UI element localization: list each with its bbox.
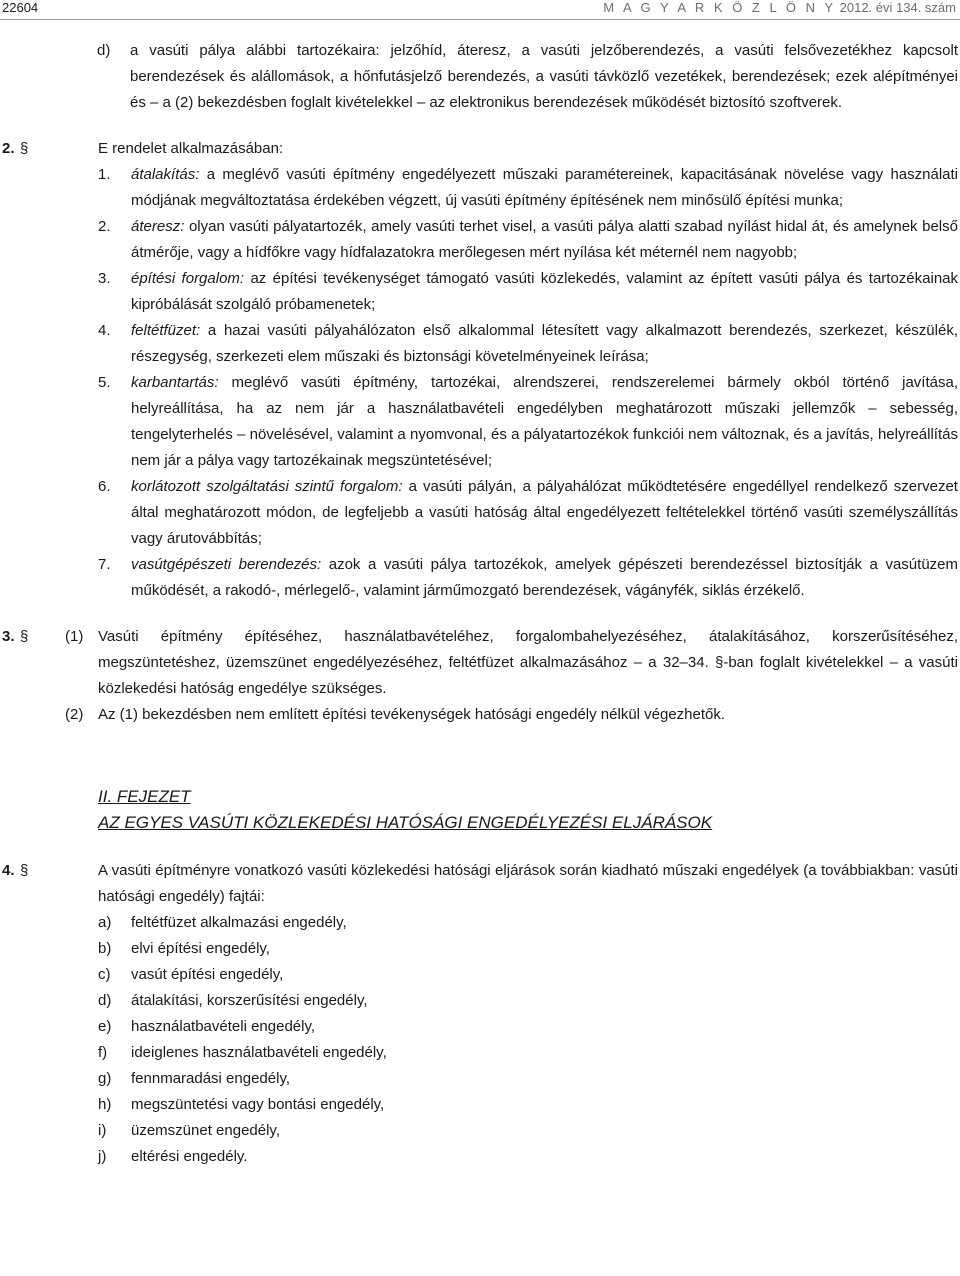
item-text: használatbavételi engedély, — [131, 1018, 316, 1035]
subsection-list — [0, 624, 960, 728]
permit-type-item — [98, 1014, 960, 1040]
permit-type-item — [98, 962, 960, 988]
section-symbol: § — [20, 862, 29, 879]
item-label: g) — [98, 1070, 112, 1087]
item-text: elvi építési engedély, — [131, 940, 270, 957]
item-label: b) — [98, 940, 112, 957]
section-title: E rendelet alkalmazásában: — [98, 140, 284, 157]
item-label: c) — [98, 966, 111, 983]
section-4 — [0, 858, 960, 1170]
item-text: a vasúti pálya alábbi tartozékaira: jelzőhíd, áteresz, a vasúti jelzőberendezés, a vasúti felsővezetékhez kapcsolt berendezések és alállomások, a hőnfutásjelző berendezés, a vasúti távközlő vezetékek, berendezések; ezek alépítményei és – a (2) bekezdésben foglalt kivételekkel – az elektronikus berendezések működését biztosító szoftverek. — [130, 42, 958, 111]
definition-body: olyan vasúti pályatartozék, amely vasúti terhet visel, a vasúti pálya alatti szabad nyílást hidal át, és amelynek belső átmérője, vagy a hídfőkre vagy hídfalazatokra merőlegesen mért nyílása két méternél nem nagyobb; — [131, 218, 958, 261]
header-divider — [0, 19, 960, 20]
permit-type-item — [98, 1092, 960, 1118]
section-3 — [0, 624, 960, 728]
definition-item — [98, 162, 958, 214]
item-label: e) — [98, 1018, 112, 1035]
page-header — [0, 0, 960, 22]
definition-body: a hazai vasúti pályahálózaton első alkalommal létesített vagy alkalmazott berendezés, szerkezet, készülék, részegység, szerkezeti elem műszaki és biztonsági követelményeinek leírása; — [131, 322, 958, 365]
section-number: 4. — [2, 862, 15, 879]
definition-body: a vasúti pályán, a pályahálózat működtetésére engedéllyel rendelkező szervezet által meghatározott módon, de legfeljebb a vasúti hatóság által engedélyezett feltételekkel történő vasúti személyszállítás vagy árutovábbítás; — [131, 478, 958, 547]
issue-number: 2012. évi 134. szám — [839, 0, 956, 15]
item-text: eltérési engedély. — [131, 1148, 248, 1165]
journal-name: M A G Y A R K Ö Z L Ö N Y — [603, 0, 837, 15]
item-text: fennmaradási engedély, — [131, 1070, 290, 1087]
definition-item — [98, 266, 959, 318]
subsection-text: Az (1) bekezdésben nem említett építési tevékenységek hatósági engedély nélkül végezhetők. — [98, 706, 726, 723]
definition-term: átalakítás: — [131, 166, 200, 183]
definition-item — [98, 214, 958, 266]
definition-number: 2. — [98, 218, 111, 235]
item-label: d) — [97, 42, 111, 59]
definition-text — [131, 552, 958, 604]
item-label: d) — [98, 992, 112, 1009]
subsection-number: (1) — [65, 628, 84, 645]
section-number: 3. — [2, 628, 15, 645]
definition-item — [98, 318, 958, 370]
permit-type-item — [98, 910, 960, 936]
list-item-d — [97, 38, 958, 116]
document-body — [0, 38, 960, 1170]
definition-number: 5. — [98, 374, 111, 391]
definition-text — [131, 162, 958, 214]
permit-type-item — [98, 1118, 960, 1144]
item-text: átalakítási, korszerűsítési engedély, — [131, 992, 368, 1009]
subsection — [65, 702, 958, 728]
definition-term: áteresz: — [131, 218, 185, 235]
item-text: feltétfüzet alkalmazási engedély, — [131, 914, 347, 931]
definition-term: karbantartás: — [131, 374, 219, 391]
chapter-heading — [98, 784, 960, 836]
subsection — [65, 624, 958, 702]
definition-term: feltétfüzet: — [131, 322, 201, 339]
definition-term: korlátozott szolgáltatási szintű forgalom: — [131, 478, 403, 495]
item-label: f) — [98, 1044, 108, 1061]
permit-type-item — [98, 988, 960, 1014]
permit-type-item — [98, 1144, 960, 1170]
section-2 — [0, 136, 960, 162]
definition-body: azok a vasúti pálya tartozékok, amelyek gépészeti berendezéssel biztosítják a vasútüzem működését, a rakodó-, mérlegelő-, valamint járműmozgató berendezések, vágányfék, siklás érzékelő. — [131, 556, 958, 599]
permit-type-item — [98, 1040, 960, 1066]
definition-body: a meglévő vasúti építmény engedélyezett műszaki paramétereinek, kapacitásának növelése vagy használati módjának megváltoztatása érdekében végzett, új vasúti építmény építésének nem minősülő építési munka; — [131, 166, 958, 209]
item-label: j) — [98, 1148, 107, 1165]
item-text: vasút építési engedély, — [131, 966, 284, 983]
definition-term: vasútgépészeti berendezés: — [131, 556, 322, 573]
definition-item — [98, 370, 958, 474]
item-text: megszüntetési vagy bontási engedély, — [131, 1096, 385, 1113]
subsection-text: Vasúti építmény építéséhez, használatbavételéhez, forgalombahelyezéséhez, átalakításához, korszerűsítéséhez, megszüntetéshez, üzemszünet engedélyezéséhez, feltétfüzet alkalmazásához – a 32–34. §-ban foglalt kivételekkel – a vasúti közlekedési hatóság engedélye szükséges. — [98, 628, 958, 697]
definition-text — [131, 266, 958, 318]
section-symbol: § — [20, 628, 29, 645]
definition-item — [98, 474, 958, 552]
item-label: h) — [98, 1096, 112, 1113]
item-text: ideiglenes használatbavételi engedély, — [131, 1044, 387, 1061]
definition-number: 1. — [98, 166, 111, 183]
definition-number: 3. — [98, 270, 111, 287]
definition-number: 4. — [98, 322, 111, 339]
definition-text — [131, 214, 958, 266]
item-label: a) — [98, 914, 112, 931]
definition-number: 6. — [98, 478, 111, 495]
section-symbol: § — [20, 140, 29, 157]
definition-body: az építési tevékenységet támogató vasúti közlekedés, valamint az épített vasúti pálya és tartozékainak kipróbálását szolgáló próbamenetek; — [131, 270, 959, 313]
definition-text — [131, 474, 958, 552]
definition-term: építési forgalom: — [131, 270, 245, 287]
definition-item — [98, 552, 958, 604]
definition-text — [131, 318, 958, 370]
definition-text — [131, 370, 958, 474]
section-intro: A vasúti építményre vonatkozó vasúti közlekedési hatósági eljárások során kiadható műszaki engedélyek (a továbbiakban: vasúti hatósági engedély) fajtái: — [98, 862, 958, 905]
journal-title — [603, 0, 956, 16]
chapter-title: AZ EGYES VASÚTI KÖZLEKEDÉSI HATÓSÁGI ENGEDÉLYEZÉSI ELJÁRÁSOK — [98, 813, 713, 832]
section-number: 2. — [2, 140, 15, 157]
definition-list — [0, 162, 960, 604]
definition-number: 7. — [98, 556, 111, 573]
permit-type-list — [0, 910, 960, 1170]
permit-type-item — [98, 1066, 960, 1092]
subsection-number: (2) — [65, 706, 84, 723]
page-number: 22604 — [2, 0, 39, 15]
item-text: üzemszünet engedély, — [131, 1122, 280, 1139]
permit-type-item — [98, 936, 960, 962]
item-label: i) — [98, 1122, 107, 1139]
chapter-number: II. FEJEZET — [98, 787, 191, 806]
definition-body: meglévő vasúti építmény, tartozékai, alrendszerei, rendszerelemei bármely okból történő javítása, helyreállítása, ha az nem jár a használatbavételi engedélyben meghatározott műszaki jellemzők – sebesség, tengelyterhelés – növelésével, valamint a nyomvonal, és a pályatartozékok funkciói nem változnak, és a javítás, helyreállítás nem jár a pálya vagy tartozékainak megszüntetésével; — [131, 374, 958, 469]
